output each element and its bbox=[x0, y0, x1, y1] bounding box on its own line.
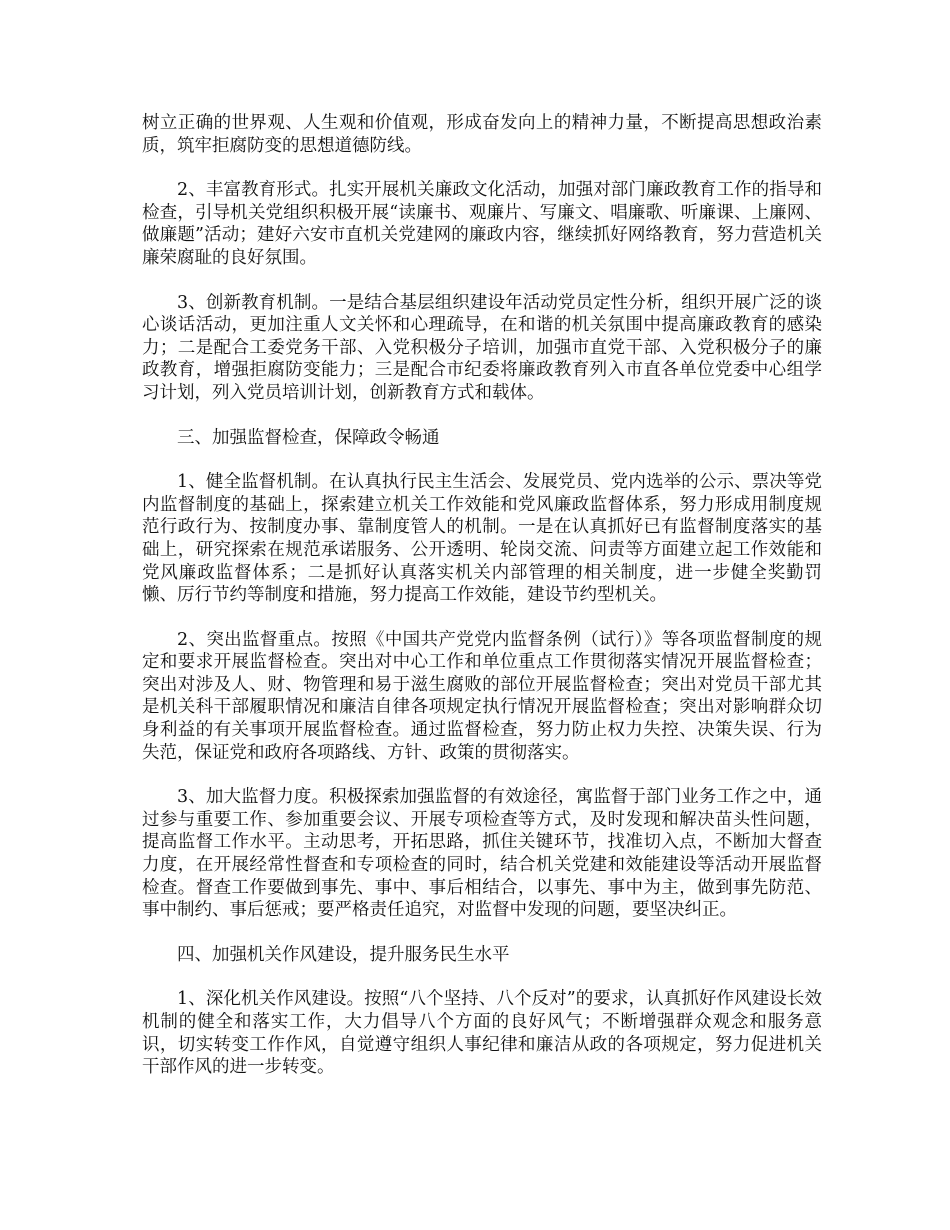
paragraph-2: 2、丰富教育形式。扎实开展机关廉政文化活动，加强对部门廉政教育工作的指导和检查，引导机关党组织积极开展“读廉书、观廉片、写廉文、唱廉歌、听廉课、上廉网、做廉题”活动；建好六安市直机关党建网的廉政内容，继续抓好网络教育，努力营造机关廉荣腐耻的良好氛围。 bbox=[142, 180, 822, 268]
paragraph-6: 3、加大监督力度。积极探索加强监督的有效途径，寓监督于部门业务工作之中，通过参与重要工作、参加重要会议、开展专项检查等方式，及时发现和解决苗头性问题，提高监督工作水平。主动思考，开拓思路，抓住关键环节，找准切入点，不断加大督查力度，在开展经常性督查和专项检查的同时，结合机关党建和效能建设等活动开展监督检查。督查工作要做到事先、事中、事后相结合，以事先、事中为主，做到事先防范、事中制约、事后惩戒；要严格责任追究，对监督中发现的问题，要坚决纠正。 bbox=[142, 787, 822, 921]
section-heading-3: 三、加强监督检查，保障政令畅通 bbox=[177, 427, 440, 448]
document-body bbox=[142, 112, 822, 1101]
paragraph-3: 3、创新教育机制。一是结合基层组织建设年活动党员定性分析，组织开展广泛的谈心谈话活动，更加注重人文关怀和心理疏导，在和谐的机关氛围中提高廉政教育的感染力；二是配合工委党务干部、入党积极分子培训，加强市直党干部、入党积极分子的廉政教育，增强拒腐防变能力；三是配合市纪委将廉政教育列入市直各单位党委中心组学习计划，列入党员培训计划，创新教育方式和载体。 bbox=[142, 292, 822, 403]
section-heading-4: 四、加强机关作风建设，提升服务民生水平 bbox=[177, 944, 510, 965]
paragraph-4: 1、健全监督机制。在认真执行民主生活会、发展党员、党内选举的公示、票决等党内监督制度的基础上，探索建立机关工作效能和党风廉政监督体系，努力形成用制度规范行政行为、按制度办事、靠制度管人的机制。一是在认真抓好已有监督制度落实的基础上，研究探索在规范承诺服务、公开透明、轮岗交流、问责等方面建立起工作效能和党风廉政监督体系；二是抓好认真落实机关内部管理的相关制度，进一步健全奖勤罚懒、厉行节约等制度和措施，努力提高工作效能，建设节约型机关。 bbox=[142, 472, 822, 606]
paragraph-5: 2、突出监督重点。按照《中国共产党党内监督条例（试行）》等各项监督制度的规定和要求开展监督检查。突出对中心工作和单位重点工作贯彻落实情况开展监督检查；突出对涉及人、财、物管理和易于滋生腐败的部位开展监督检查；突出对党员干部尤其是机关科干部履职情况和廉洁自律各项规定执行情况开展监督检查；突出对影响群众切身利益的有关事项开展监督检查。通过监督检查，努力防止权力失控、决策失误、行为失范，保证党和政府各项路线、方针、政策的贯彻落实。 bbox=[142, 629, 822, 763]
paragraph-7: 1、深化机关作风建设。按照“八个坚持、八个反对”的要求，认真抓好作风建设长效机制的健全和落实工作，大力倡导八个方面的良好风气；不断增强群众观念和服务意识，切实转变工作作风，自觉遵守组织人事纪律和廉洁从政的各项规定，努力促进机关干部作风的进一步转变。 bbox=[142, 989, 822, 1078]
paragraph-1: 树立正确的世界观、人生观和价值观，形成奋发向上的精神力量，不断提高思想政治素质，筑牢拒腐防变的思想道德防线。 bbox=[142, 113, 822, 156]
